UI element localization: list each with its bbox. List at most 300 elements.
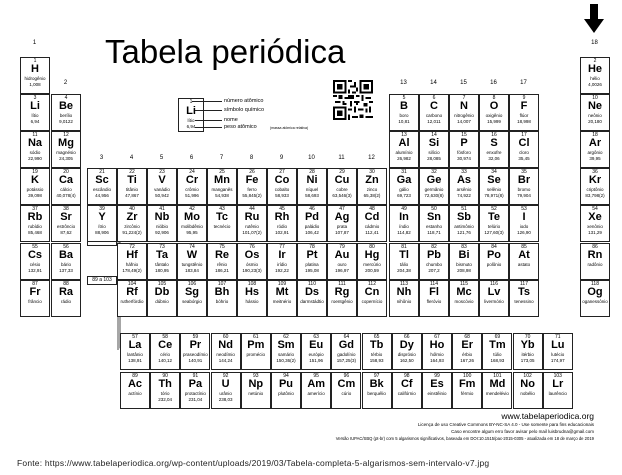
element-cell-s[interactable]: [479, 131, 509, 168]
atomic-number: 61: [253, 334, 259, 340]
element-cell-dy[interactable]: [392, 333, 422, 370]
element-symbol: Mn: [214, 174, 230, 186]
element-name: netúnio: [248, 391, 264, 396]
element-name: escândio: [92, 187, 111, 192]
element-name: ródio: [276, 224, 287, 229]
atomic-mass: 118,71: [427, 230, 441, 235]
element-cell-sm[interactable]: [271, 333, 301, 370]
element-cell-at[interactable]: [509, 243, 539, 280]
element-cell-pu[interactable]: [271, 372, 301, 409]
element-symbol: Bh: [214, 286, 230, 298]
element-cell-ac[interactable]: [120, 372, 150, 409]
element-name: iodo: [519, 224, 529, 229]
atomic-mass: 88,906: [95, 230, 109, 235]
element-cell-po[interactable]: [479, 243, 509, 280]
group-label-2: 2: [63, 80, 68, 86]
element-name: livermório: [484, 299, 504, 304]
atomic-number: 47: [339, 206, 345, 212]
atomic-number: 98: [404, 373, 410, 379]
element-cell-fr[interactable]: [20, 280, 50, 317]
element-cell-fe[interactable]: [237, 168, 267, 205]
element-cell-no[interactable]: [513, 372, 543, 409]
element-name: gadolínio: [337, 352, 356, 357]
element-symbol: Mo: [184, 211, 200, 223]
element-cell-in[interactable]: [389, 205, 419, 242]
atomic-mass: 47,867: [125, 193, 139, 198]
element-name: nihônio: [396, 299, 412, 304]
element-cell-p[interactable]: [449, 131, 479, 168]
atomic-mass: 144,24: [218, 358, 233, 363]
atomic-number: 73: [159, 244, 165, 250]
element-symbol: Po: [486, 249, 502, 261]
element-cell-yb[interactable]: [513, 333, 543, 370]
element-name: lantânio: [127, 352, 143, 357]
atomic-number: 26: [249, 169, 255, 175]
element-cell-h[interactable]: [20, 57, 50, 94]
element-name: itérbio: [521, 352, 534, 357]
element-cell-og[interactable]: [580, 280, 610, 317]
element-symbol: Tc: [215, 211, 229, 223]
element-cell-tc[interactable]: [207, 205, 237, 242]
element-cell-sr[interactable]: [51, 205, 81, 242]
atomic-mass: 58,693: [305, 193, 319, 198]
element-symbol: Au: [334, 249, 350, 261]
atomic-mass: 35,45: [518, 156, 530, 161]
atomic-number: 86: [592, 244, 598, 250]
website-label[interactable]: www.tabelaperiodica.org: [501, 411, 594, 421]
element-cell-ta[interactable]: [147, 243, 177, 280]
element-name: bóhrio: [215, 299, 229, 304]
element-cell-cd[interactable]: [357, 205, 387, 242]
atomic-number: 65: [373, 334, 380, 340]
atomic-number: 12: [63, 132, 69, 138]
element-symbol: Zr: [126, 211, 138, 223]
element-cell-kr[interactable]: [580, 168, 610, 205]
group-label-6: 6: [189, 155, 194, 161]
element-name: vanádio: [154, 187, 170, 192]
atomic-number: 52: [491, 206, 497, 212]
element-symbol: U: [221, 378, 230, 390]
element-cell-nh[interactable]: [389, 280, 419, 317]
element-cell-o[interactable]: [479, 94, 509, 131]
element-name: térbio: [370, 352, 383, 357]
element-cell-eu[interactable]: [301, 333, 331, 370]
element-cell-co[interactable]: [267, 168, 297, 205]
element-cell-mt[interactable]: [267, 280, 297, 317]
element-symbol: Am: [307, 378, 326, 390]
element-cell-es[interactable]: [422, 372, 452, 409]
element-cell-nd[interactable]: [211, 333, 241, 370]
element-name: laurêncio: [548, 391, 567, 396]
element-cell-cr[interactable]: [177, 168, 207, 205]
atomic-mass: 22,990: [28, 156, 42, 161]
element-symbol: Fm: [458, 378, 476, 390]
element-name: darmstádtio: [300, 299, 324, 304]
element-cell-pt[interactable]: [297, 243, 327, 280]
element-name: xenônio: [587, 224, 603, 229]
element-cell-rf[interactable]: [117, 280, 147, 317]
element-cell-be[interactable]: [51, 94, 81, 131]
element-cell-lu[interactable]: [543, 333, 573, 370]
element-cell-bi[interactable]: [449, 243, 479, 280]
element-cell-hg[interactable]: [357, 243, 387, 280]
element-name: neodímio: [216, 352, 235, 357]
element-name: mercúrio: [363, 262, 381, 267]
element-cell-k[interactable]: [20, 168, 50, 205]
atomic-number: 19: [32, 169, 38, 175]
element-name: oxigênio: [485, 113, 503, 118]
element-name: neônio: [588, 113, 602, 118]
element-symbol: Br: [517, 174, 531, 186]
group-label-3: 3: [99, 155, 104, 161]
element-cell-sb[interactable]: [449, 205, 479, 242]
atomic-number: 25: [219, 169, 225, 175]
element-symbol: I: [522, 211, 526, 223]
atomic-number: 59: [192, 334, 199, 340]
element-cell-os[interactable]: [237, 243, 267, 280]
atomic-number: 16: [491, 132, 497, 138]
element-cell-np[interactable]: [241, 372, 271, 409]
atomic-number: 45: [279, 206, 285, 212]
element-symbol: Th: [158, 378, 172, 390]
element-symbol: Ir: [278, 249, 286, 261]
element-symbol: Ta: [155, 249, 169, 261]
atomic-number: 33: [461, 169, 467, 175]
element-name: radônio: [587, 262, 603, 267]
element-symbol: C: [430, 100, 438, 112]
element-symbol: Ca: [58, 174, 74, 186]
element-symbol: Md: [489, 378, 506, 390]
atomic-number: 107: [217, 281, 227, 287]
legend-sample-mass: 6,94: [186, 124, 196, 129]
element-cell-ag[interactable]: [327, 205, 357, 242]
element-cell-th[interactable]: [150, 372, 180, 409]
element-cell-ds[interactable]: [297, 280, 327, 317]
element-name: hássio: [245, 299, 259, 304]
atomic-mass: 190,23(3): [242, 268, 262, 273]
element-cell-b[interactable]: [389, 94, 419, 131]
element-cell-ir[interactable]: [267, 243, 297, 280]
atomic-number: 31: [401, 169, 407, 175]
element-cell-he[interactable]: [580, 57, 610, 94]
element-cell-rb[interactable]: [20, 205, 50, 242]
atomic-mass: 137,33: [59, 268, 73, 273]
element-cell-fl[interactable]: [419, 280, 449, 317]
element-name: césio: [29, 262, 41, 267]
atomic-mass: 127,60(3): [484, 230, 504, 235]
atomic-number: 40: [129, 206, 135, 212]
atomic-mass: 63,546(3): [332, 193, 352, 198]
legend-sample-name: lítio: [187, 118, 195, 123]
element-symbol: W: [186, 249, 198, 261]
legend-pointer-name: [195, 120, 222, 121]
atomic-mass: 74,922: [457, 193, 471, 198]
element-cell-se[interactable]: [479, 168, 509, 205]
element-cell-n[interactable]: [449, 94, 479, 131]
element-cell-sc[interactable]: [87, 168, 117, 205]
element-symbol: Bk: [369, 378, 384, 390]
atomic-number: 84: [491, 244, 497, 250]
element-name: tecnécio: [213, 224, 231, 229]
element-cell-pa[interactable]: [180, 372, 210, 409]
element-symbol: Ts: [517, 286, 531, 298]
element-symbol: Cs: [27, 249, 43, 261]
element-symbol: Tb: [369, 339, 384, 351]
element-cell-sn[interactable]: [419, 205, 449, 242]
element-cell-bk[interactable]: [362, 372, 392, 409]
element-cell-na[interactable]: [20, 131, 50, 168]
atomic-number: 69: [494, 334, 501, 340]
atomic-mass: 140,12: [158, 358, 173, 363]
element-cell-ra[interactable]: [51, 280, 81, 317]
element-name: platina: [305, 262, 319, 267]
element-name: crômio: [185, 187, 199, 192]
atomic-number: 32: [431, 169, 437, 175]
down-arrow-icon: [584, 4, 604, 34]
atomic-number: 87: [32, 281, 38, 287]
element-cell-gd[interactable]: [331, 333, 361, 370]
element-cell-w[interactable]: [177, 243, 207, 280]
atomic-number: 116: [490, 281, 498, 287]
element-symbol: Cn: [364, 286, 380, 298]
atomic-number: 96: [343, 373, 350, 379]
element-cell-y[interactable]: [87, 205, 117, 242]
element-cell-fm[interactable]: [452, 372, 482, 409]
atomic-mass: 83,798(2): [585, 193, 605, 198]
element-name: mendelévio: [485, 391, 509, 396]
element-cell-i[interactable]: [509, 205, 539, 242]
element-symbol: H: [31, 63, 39, 75]
element-symbol: Re: [214, 249, 230, 261]
atomic-mass: 207,2: [428, 268, 440, 273]
element-cell-rn[interactable]: [580, 243, 610, 280]
atomic-number: 114: [430, 281, 438, 287]
element-name: samário: [277, 352, 294, 357]
element-cell-hs[interactable]: [237, 280, 267, 317]
element-cell-ti[interactable]: [117, 168, 147, 205]
element-cell-lr[interactable]: [543, 372, 573, 409]
element-cell-zn[interactable]: [357, 168, 387, 205]
element-name: chumbo: [425, 262, 442, 267]
element-name: germânio: [424, 187, 444, 192]
element-cell-md[interactable]: [482, 372, 512, 409]
element-name: tenessino: [514, 299, 534, 304]
element-name: fleróvio: [426, 299, 442, 304]
element-cell-db[interactable]: [147, 280, 177, 317]
element-symbol: Pu: [278, 378, 294, 390]
element-name: antimônio: [454, 224, 474, 229]
element-cell-ho[interactable]: [422, 333, 452, 370]
element-cell-li[interactable]: [20, 94, 50, 131]
element-cell-pr[interactable]: [180, 333, 210, 370]
atomic-number: 110: [308, 281, 316, 287]
element-cell-la[interactable]: [120, 333, 150, 370]
element-symbol: Sc: [95, 174, 109, 186]
element-cell-tl[interactable]: [389, 243, 419, 280]
element-cell-pm[interactable]: [241, 333, 271, 370]
element-name: tungstênio: [181, 262, 203, 267]
license-text: Licença de uso Creative Commons BY-NC-SA 4.0 - Use somente para fins educacionais: [417, 422, 594, 427]
element-cell-rh[interactable]: [267, 205, 297, 242]
element-cell-bh[interactable]: [207, 280, 237, 317]
element-symbol: S: [490, 137, 498, 149]
atomic-mass: 208,98: [457, 268, 471, 273]
atomic-mass: 102,91: [275, 230, 289, 235]
element-cell-mo[interactable]: [177, 205, 207, 242]
element-name: rutherfórdio: [120, 299, 144, 304]
atomic-mass: 232,04: [158, 397, 173, 402]
element-name: roentgênio: [331, 299, 353, 304]
element-cell-mc[interactable]: [449, 280, 479, 317]
element-cell-c[interactable]: [419, 94, 449, 131]
element-cell-mg[interactable]: [51, 131, 81, 168]
element-symbol: Ag: [334, 211, 350, 223]
element-name: nitrogênio: [454, 113, 474, 118]
element-cell-ts[interactable]: [509, 280, 539, 317]
element-symbol: La: [128, 339, 142, 351]
element-cell-br[interactable]: [509, 168, 539, 205]
group-label-16: 16: [490, 80, 497, 86]
element-cell-ar[interactable]: [580, 131, 610, 168]
element-symbol: Cf: [400, 378, 413, 390]
atomic-number: 72: [129, 244, 135, 250]
element-cell-tb[interactable]: [362, 333, 392, 370]
element-symbol: Li: [30, 100, 40, 112]
atomic-number: 94: [283, 373, 289, 379]
element-cell-nb[interactable]: [147, 205, 177, 242]
element-cell-er[interactable]: [452, 333, 482, 370]
atomic-number: 109: [277, 281, 287, 287]
element-cell-u[interactable]: [211, 372, 241, 409]
element-name: carbono: [425, 113, 443, 118]
element-symbol: Os: [244, 249, 260, 261]
element-name: alumínio: [395, 150, 413, 155]
element-cell-sg[interactable]: [177, 280, 207, 317]
group-label-18: 18: [591, 40, 598, 46]
element-name: cloro: [519, 150, 529, 155]
atomic-number: 15: [461, 132, 467, 138]
element-cell-rg[interactable]: [327, 280, 357, 317]
element-name: magnésio: [56, 150, 76, 155]
element-symbol: Ga: [396, 174, 412, 186]
legend-pointer-mass: [195, 127, 222, 128]
qr-code-icon[interactable]: [333, 80, 373, 120]
element-symbol: Co: [274, 174, 290, 186]
element-symbol: N: [460, 100, 468, 112]
atomic-mass: 164,93: [430, 358, 444, 363]
element-cell-ga[interactable]: [389, 168, 419, 205]
element-name: copernício: [361, 299, 383, 304]
atomic-mass: 195,08: [305, 268, 319, 273]
element-symbol: Se: [487, 174, 501, 186]
element-symbol: Zn: [365, 174, 379, 186]
element-cell-al[interactable]: [389, 131, 419, 168]
element-symbol: Ar: [588, 137, 602, 149]
element-cell-re[interactable]: [207, 243, 237, 280]
atomic-number: 117: [520, 281, 528, 287]
element-cell-au[interactable]: [327, 243, 357, 280]
element-cell-mn[interactable]: [207, 168, 237, 205]
element-cell-ca[interactable]: [51, 168, 81, 205]
element-symbol: Ru: [244, 211, 260, 223]
element-symbol: Nb: [154, 211, 170, 223]
element-cell-ba[interactable]: [51, 243, 81, 280]
element-cell-zr[interactable]: [117, 205, 147, 242]
element-cell-si[interactable]: [419, 131, 449, 168]
element-name: seabórgio: [182, 299, 202, 304]
atomic-mass: 54,938: [215, 193, 229, 198]
legend-label-number: número atômico: [224, 98, 264, 104]
element-cell-te[interactable]: [479, 205, 509, 242]
element-cell-hf[interactable]: [117, 243, 147, 280]
element-cell-v[interactable]: [147, 168, 177, 205]
element-cell-as[interactable]: [449, 168, 479, 205]
element-symbol: Ds: [304, 286, 320, 298]
element-cell-f[interactable]: [509, 94, 539, 131]
element-name: manganês: [211, 187, 233, 192]
atomic-number: 10: [592, 95, 598, 101]
element-cell-am[interactable]: [301, 372, 331, 409]
element-symbol: Ni: [306, 174, 318, 186]
element-cell-cs[interactable]: [20, 243, 50, 280]
element-cell-ne[interactable]: [580, 94, 610, 131]
element-symbol: Sm: [277, 339, 295, 351]
atomic-number: 44: [249, 206, 255, 212]
atomic-mass: 32,06: [488, 156, 500, 161]
element-cell-tm[interactable]: [482, 333, 512, 370]
element-symbol: Pa: [188, 378, 203, 390]
atomic-number: 58: [162, 334, 168, 340]
element-cell-pb[interactable]: [419, 243, 449, 280]
element-cell-ce[interactable]: [150, 333, 180, 370]
element-symbol: Er: [461, 339, 473, 351]
element-cell-cf[interactable]: [392, 372, 422, 409]
element-cell-cl[interactable]: [509, 131, 539, 168]
atomic-mass: 14,007: [457, 119, 471, 124]
group-label-14: 14: [430, 80, 437, 86]
atomic-number: 8: [492, 95, 496, 101]
atomic-mass: 24,305: [59, 156, 73, 161]
element-cell-cu[interactable]: [327, 168, 357, 205]
element-symbol: Ra: [58, 286, 74, 298]
atomic-mass: 87,62: [60, 230, 72, 235]
element-symbol: K: [31, 174, 39, 186]
element-cell-ni[interactable]: [297, 168, 327, 205]
atomic-number: 34: [491, 169, 497, 175]
element-cell-cn[interactable]: [357, 280, 387, 317]
atomic-number: 95: [313, 373, 319, 379]
atomic-mass: 178,49(2): [122, 268, 142, 273]
element-symbol: V: [158, 174, 166, 186]
element-symbol: Tm: [489, 339, 506, 351]
element-symbol: Nh: [396, 286, 412, 298]
element-cell-pd[interactable]: [297, 205, 327, 242]
atomic-mass: 140,91: [188, 358, 203, 363]
element-cell-ru[interactable]: [237, 205, 267, 242]
atomic-number: 92: [222, 373, 229, 379]
element-cell-xe[interactable]: [580, 205, 610, 242]
element-cell-ge[interactable]: [419, 168, 449, 205]
atomic-mass: 15,999: [487, 119, 501, 124]
element-symbol: Cm: [337, 378, 356, 390]
element-symbol: Ti: [127, 174, 137, 186]
element-cell-cm[interactable]: [331, 372, 361, 409]
element-cell-lv[interactable]: [479, 280, 509, 317]
element-symbol: Rn: [587, 249, 603, 261]
atomic-mass: 1,008: [29, 82, 41, 87]
element-name: rubídio: [28, 224, 42, 229]
atomic-number: 100: [463, 373, 472, 379]
